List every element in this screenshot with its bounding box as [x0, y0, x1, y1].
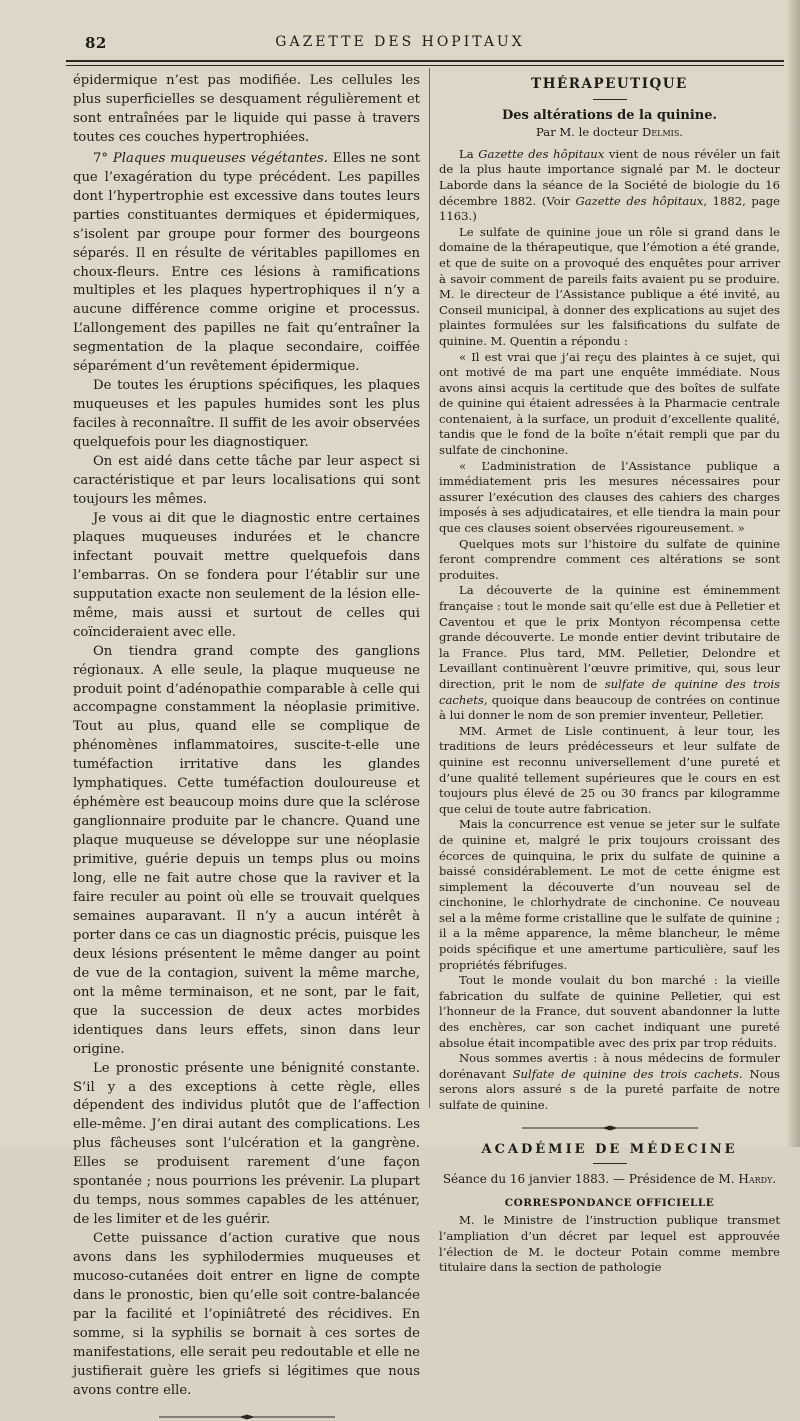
- left-paragraph-4: On est aidé dans cette tâche par leur aspect si caractéristique et par leurs localisations qui sont toujours les mêmes.: [73, 454, 420, 507]
- right-paragraph-5: Quelques mots sur l’histoire du sulfate de quinine feront comprendre comment ces altérations se sont produites.: [439, 536, 780, 582]
- section-title-rule: [593, 99, 627, 100]
- author-name: Delmis.: [642, 125, 683, 140]
- section-end-ornament: [159, 1413, 335, 1421]
- page-edge-shadow: [786, 0, 800, 1147]
- left-paragraph-plaques-vegetantes: [73, 150, 420, 377]
- header-rule-thin: [66, 65, 784, 66]
- correspondence-heading: CORRESPONDANCE OFFICIELLE: [504, 1196, 715, 1209]
- right-paragraph-9: Tout le monde voulait du bon marché : la vieille fabrication du sulfate de quinine Pelletier, qui est l’honneur de la France, dut souvent abandonner la lutte des enchères, car son cachet indiquant une pureté absolue était incompatible avec des prix par trop réduits.: [439, 973, 780, 1050]
- right-paragraph-10: Nous sommes avertis : à nous médecins de formuler dorénavant Sulfate de quinine des trois cachets. Nous serons alors assuré s de la pureté parfaite de notre sulfate de quinine.: [439, 1051, 780, 1112]
- session-line: Séance du 16 janvier 1883. — Présidence de M. Hardy.: [442, 1172, 777, 1187]
- right-paragraph-6: La découverte de la quinine est éminemment française : tout le monde sait qu’elle est due à Pelletier et Caventou et que le prix Montyon récompensa cette grande découverte. Le monde entier devint tributaire de la France. Plus tard, MM. Pelletier, Delondre et Levaillant continuèrent l’œuvre primitive, qui, sous leur direction, prit le nom de sulfate de quinine des trois cachets, quoique dans beaucoup de contrées on continue à lui donner le nom de son premier inventeur, Pelletier.: [439, 583, 781, 723]
- academy-section-title: ACADÉMIE DE MÉDECINE: [481, 1141, 738, 1157]
- academy-title-rule: [593, 1163, 627, 1164]
- running-title: GAZETTE DES HOPITAUX: [275, 34, 525, 50]
- left-paragraph-5: Je vous ai dit que le diagnostic entre certaines plaques muqueuses indurées et le chancre infectant pouvait mettre quelquefois dans l’embarras. On se fondera pour l’établir sur une supputation exacte non seulement de la lésion elle-même, mais aussi et surtout de celles qui coïncideraient avec elle.: [73, 510, 420, 640]
- right-paragraph-8: Mais la concurrence est venue se jeter sur le sulfate de quinine et, malgré le prix toujours croissant des écorces de quinquina, le prix du sulfate de quinine a baissé considérablement. Le mot de cette énigme est simplement la découverte d’un nouveau sel de cinchonine, le chlorhydrate de cinchonine. Ce nouveau sel a la même forme cristalline que le sulfate de quinine ; il a la même apparence, la même blancheur, le même poids spécifique et une amertume particulière, sauf les propriétés fébrifuges.: [439, 817, 780, 972]
- right-paragraph-1: La Gazette des hôpitaux vient de nous révéler un fait de la plus haute importance signalé par M. le docteur Laborde dans la séance de la Société de biologie du 16 décembre 1882. (Voir Gazette des hôpitaux, 1882, page 1163.): [439, 146, 781, 224]
- article-title: Des altérations de la quinine.: [501, 107, 718, 123]
- right-paragraph-4: « L’administration de l’Assistance publique a immédiatement pris les mesures nécessaires pour assurer l’exécution des clauses des cahiers des charges imposés à ses adjudicataires, et elle tiendra la main pour que ces clauses soient observées rigoureusement. »: [439, 458, 780, 536]
- section-title: THÉRAPEUTIQUE: [531, 76, 688, 92]
- column-divider: [429, 68, 430, 1108]
- right-paragraph-2: Le sulfate de quinine joue un rôle si grand dans le domaine de la thérapeutique, que l’émotion a été grande, et que de suite on a provoqué des enquêtes pour arriver à savoir comment de pareils faits avaient pu se produire. M. le directeur de l’Assistance publique a été invité, au Conseil municipal, à donner des explications au sujet des plaintes formulées sur les falsifications du sulfate de quinine. M. Quentin a répondu :: [439, 224, 780, 348]
- item-text: Elles ne sont que l’exagération du type précédent. Les papilles dont l’hypertrophie est excessive dans toutes leurs parties constituantes dermiques et épidermiques, s’isolent par groupe pour former des bourgeons séparés. Il en résulte de véritables papillomes en choux-fleurs. Entre ces lésions à ramifications multiples et les plaques hypertrophiques il n’y a aucune différence comme origine et processus. L’allongement des papilles ne fait qu’entraîner la segmentation de la plaque secondaire, coiffée séparément d’un revêtement épidermique.: [73, 150, 420, 375]
- left-paragraph-1: épidermique n’est pas modifiée. Les cellules les plus superficielles se desquament régulièrement et sont entraînées par le liquide qui passe à travers toutes ces couches hypertrophiées.: [73, 73, 420, 145]
- right-column: [439, 72, 780, 1276]
- left-paragraph-8: Cette puissance d’action curative que nous avons dans les syphilodermies muqueuses et mucoso-cutanées doit entrer en ligne de compte dans le pronostic, bien qu’elle soit contre-balancée par la facilité et l’opiniâtreté des récidives. En somme, si la syphilis se bornait à ces sortes de manifestations, elle serait peu redoutable et elle ne justifierait guère les griefs si légitimes que nous avons contre elle.: [73, 1231, 420, 1398]
- left-paragraph-3: De toutes les éruptions spécifiques, les plaques muqueuses et les papules humides sont les plus faciles à reconnaître. Il suffit de les avoir observées quelquefois pour les diagnostiquer.: [73, 378, 420, 451]
- header-rule-thick: [66, 60, 784, 62]
- president-name: Hardy.: [738, 1172, 777, 1187]
- item-number: 7°: [93, 150, 113, 166]
- page-header: [0, 34, 800, 54]
- article-byline: Par M. le docteur Delmis.: [536, 125, 683, 140]
- left-column: [73, 72, 420, 1421]
- section-break-ornament: [522, 1124, 698, 1132]
- right-paragraph-3: « Il est vrai que j’ai reçu des plaintes à ce sujet, qui ont motivé de ma part une enquête immédiate. Nous avons ainsi acquis la certitude que des boîtes de sulfate de quinine qui étaient adressées à la Pharmacie centrale contenaient, à la surface, un produit d’excellente qualité, tandis que le fond de la boîte n’était rempli que par du sulfate de cinchonine.: [439, 349, 780, 458]
- left-paragraph-6: On tiendra grand compte des ganglions régionaux. A elle seule, la plaque muqueuse ne produit point d’adénopathie comparable à celle qui accompagne constamment la néoplasie primitive. Tout au plus, quand elle se complique de phénomènes inflammatoires, suscite-t-elle une tuméfaction irritative dans les glandes lymphatiques. Cette tuméfaction douloureuse et éphémère est beaucoup moins dure que la sclérose ganglionnaire produite par le chancre. Quand une plaque muqueuse se développe sur une néoplasie primitive, guérie depuis un temps plus ou moins long, elle ne fait autre chose que la raviver et la faire reculer au point où elle se trouvait quelques semaines auparavant. Il n’y a aucun intérêt à porter dans ce cas un diagnostic précis, puisque les deux lésions présentent le même danger au point de vue de la contagion, suivent la même marche, ont la même terminaison, et ne sont, par le fait, que la succession de deux actes morbides identiques dans leurs effets, sinon dans leur origine.: [73, 643, 421, 1057]
- right-paragraph-11: M. le Ministre de l’instruction publique transmet l’ampliation d’un décret par lequel est approuvée l’élection de M. le docteur Potain comme membre titulaire dans la section de pathologie: [439, 1213, 780, 1275]
- item-title: Plaques muqueuses végétantes.: [112, 150, 328, 166]
- left-paragraph-7: Le pronostic présente une bénignité constante. S’il y a des exceptions à cette règle, elles dépendent des individus plutôt que de l’affection elle-même. J’en dirai autant des complications. Les plus fâcheuses sont l’ulcération et la gangrène. Elles se produisent rarement d’une façon spontanée ; nous pourrions les prévenir. La plupart du temps, nous sommes capables de les atténuer, de les limiter et de les guérir.: [73, 1060, 420, 1228]
- right-paragraph-7: MM. Armet de Lisle continuent, à leur tour, les traditions de leurs prédécesseurs et leur sulfate de quinine est reconnu universellement d’une pureté et d’une qualité tellement supérieures que le cours en est toujours plus élevé de 25 ou 30 francs par kilogramme que celui de toute autre fabrication.: [439, 723, 780, 816]
- page-number: 82: [85, 34, 107, 52]
